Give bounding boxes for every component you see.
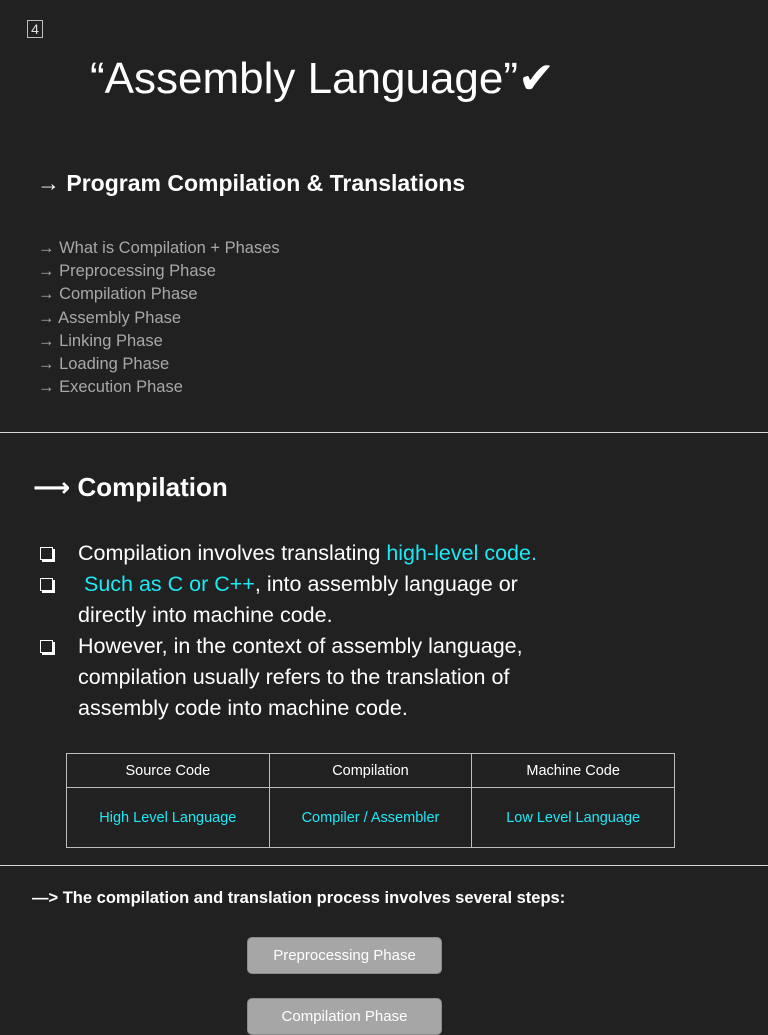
section-divider [0, 865, 768, 866]
table-row [67, 788, 675, 848]
table-cell: High Level Language [67, 788, 270, 848]
section-heading-compilation: ⟶ Compilation [33, 472, 228, 502]
bullet-text: Compilation involves translating [78, 541, 387, 565]
table-header-row [67, 754, 675, 788]
table-cell: Low Level Language [472, 788, 675, 848]
section-divider [0, 432, 768, 433]
bullet-highlight: Such as C or C++ [78, 572, 255, 596]
steps-heading: —> The compilation and translation process involves several steps: [32, 889, 566, 907]
bullet-continuation: compilation usually refers to the translation of [78, 665, 510, 689]
table-header-cell: Source Code [67, 754, 270, 788]
bullet-item [40, 569, 740, 600]
compilation-table [66, 753, 675, 848]
topic-item: → Linking Phase [38, 331, 163, 350]
topic-item: → What is Compilation + Phases [38, 239, 280, 257]
checkbox-bullet-icon [40, 547, 53, 560]
bullet-item [40, 631, 740, 662]
checkbox-bullet-icon [40, 578, 53, 591]
bullet-highlight: high-level code. [386, 541, 537, 565]
checkbox-bullet-icon [40, 640, 53, 653]
topic-item: → Loading Phase [38, 355, 170, 374]
page-title: “Assembly Language”✔ [90, 54, 555, 103]
topic-list [38, 237, 280, 399]
topic-item: → Compilation Phase [38, 285, 198, 304]
bullet-text: , into assembly language or [254, 572, 518, 596]
topic-item: → Assembly Phase [38, 308, 182, 327]
table-header-cell: Compilation [269, 754, 472, 788]
preprocessing-phase-button[interactable]: Preprocessing Phase [247, 937, 442, 974]
compilation-bullets [40, 538, 740, 724]
bullet-item [40, 538, 740, 569]
bullet-continuation: assembly code into machine code. [78, 696, 408, 720]
bullet-continuation: directly into machine code. [78, 603, 333, 627]
topic-item: → Preprocessing Phase [38, 262, 216, 281]
compilation-phase-button[interactable]: Compilation Phase [247, 998, 442, 1035]
section-heading-program-compilation: → Program Compilation & Translations [37, 170, 466, 196]
table-header-cell: Machine Code [472, 754, 675, 788]
topic-item: → Execution Phase [38, 378, 183, 397]
page-number: 4 [27, 20, 43, 38]
table-cell: Compiler / Assembler [269, 788, 472, 848]
bullet-text: However, in the context of assembly language, [78, 634, 523, 658]
